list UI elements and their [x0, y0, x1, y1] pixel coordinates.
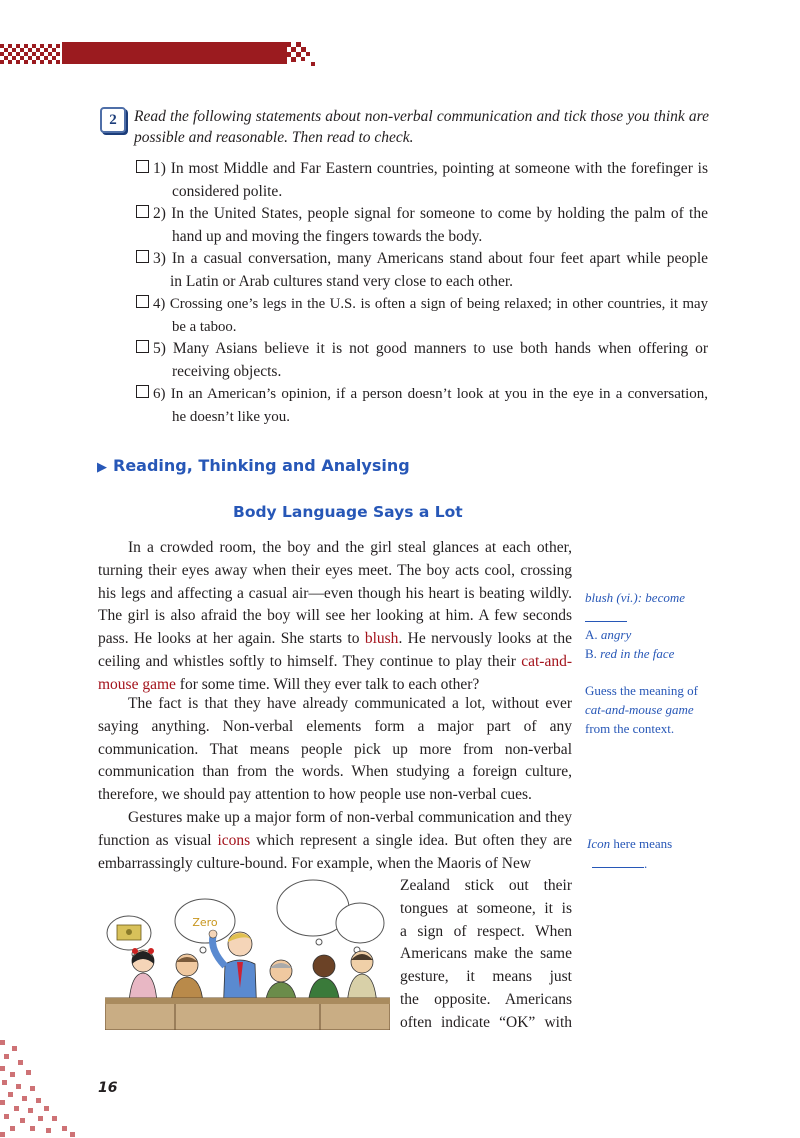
- section-heading: ▶ Reading, Thinking and Analysing: [97, 456, 410, 475]
- passage-title: Body Language Says a Lot: [233, 503, 463, 521]
- answer-blank[interactable]: [585, 607, 627, 622]
- paragraph-2: The fact is that they have already communicated a lot, without ever saying anything. Non-verbal elements form a major part of any communication. That means people pick up more from non-verbal communication than from the words. When studying a foreign culture, therefore, we should pay attention to how people use non-verbal cues.: [98, 695, 572, 804]
- keyword-blush: blush: [364, 630, 399, 648]
- keyword-icons: icons: [217, 831, 251, 849]
- page-number: 16: [98, 1080, 118, 1096]
- answer-blank[interactable]: [592, 853, 644, 868]
- statement-3: 3) In a casual conversation, many Americans stand about four feet apart while people in Latin or Arab cultures stand very close to each other.: [136, 248, 708, 293]
- tick-checkbox[interactable]: [136, 340, 149, 353]
- note-blush: blush (vi.): become: [585, 588, 735, 627]
- statement-2: 2) In the United States, people signal for someone to come by holding the palm of the hand up and moving the fingers towards the body.: [136, 203, 708, 248]
- paragraph-3: Gestures make up a major form of non-verbal communication and they function as visual icons which represent a single idea. But often they are embarrassingly culture-bound. For example, when the Maoris of New: [98, 809, 572, 872]
- checker-pattern-right: [286, 40, 326, 70]
- note-icon: Icon here means .: [587, 836, 673, 871]
- note-blush-options: A. angry B. red in the face: [585, 627, 675, 661]
- tick-checkbox[interactable]: [136, 295, 149, 308]
- statement-1: 1) In most Middle and Far Eastern countries, pointing at someone with the forefinger is considered polite.: [136, 158, 708, 203]
- statement-4: 4) Crossing one’s legs in the U.S. is often a sign of being relaxed; in other countries, it may be a taboo.: [136, 293, 708, 338]
- paragraph-3-continued: Zealand stick out their tongues at someone, it is a sign of respect. When Americans make the same gesture, it means just the opposite. Americans often indicate “OK” with: [400, 877, 572, 1031]
- paragraph-1: In a crowded room, the boy and the girl steal glances at each other, turning their eyes away when their eyes meet. The boy acts cool, crossing his legs and affecting a casual air—even though his heart is beating wildly. The girl is also afraid the boy will see her looking at him. A few seconds pass. He looks at her again. She starts to blush. He nervously looks at the ceiling and whistles softly to himself. They continue to play their cat-and-mouse game for some time. Will they ever talk to each other?: [98, 539, 572, 693]
- illustration-audience: [105, 878, 390, 1030]
- exercise-number-badge: 2: [100, 107, 126, 133]
- keyword-cat-and-mouse: cat-and-mouse game: [98, 652, 572, 693]
- tick-checkbox[interactable]: [136, 385, 149, 398]
- note-guess-meaning: Guess the meaning of cat-and-mouse game from the context.: [585, 683, 699, 736]
- statement-6: 6) In an American’s opinion, if a person doesn’t look at you in the eye in a conversation, he doesn’t like you.: [136, 383, 708, 428]
- statement-5: 5) Many Asians believe it is not good manners to use both hands when offering or receiving objects.: [136, 338, 708, 383]
- checker-pattern-bottom: [0, 1040, 90, 1138]
- tick-checkbox[interactable]: [136, 250, 149, 263]
- exercise-instruction: Read the following statements about non-verbal communication and tick those you think are possible and reasonable. Then read to check.: [134, 108, 709, 146]
- tick-checkbox[interactable]: [136, 205, 149, 218]
- bubble-text: Zero: [192, 916, 218, 929]
- tick-checkbox[interactable]: [136, 160, 149, 173]
- audience-illustration: [105, 878, 390, 1030]
- triangle-bullet-icon: ▶: [97, 460, 107, 475]
- banner-red-bar: [62, 42, 287, 64]
- top-banner: [0, 40, 800, 70]
